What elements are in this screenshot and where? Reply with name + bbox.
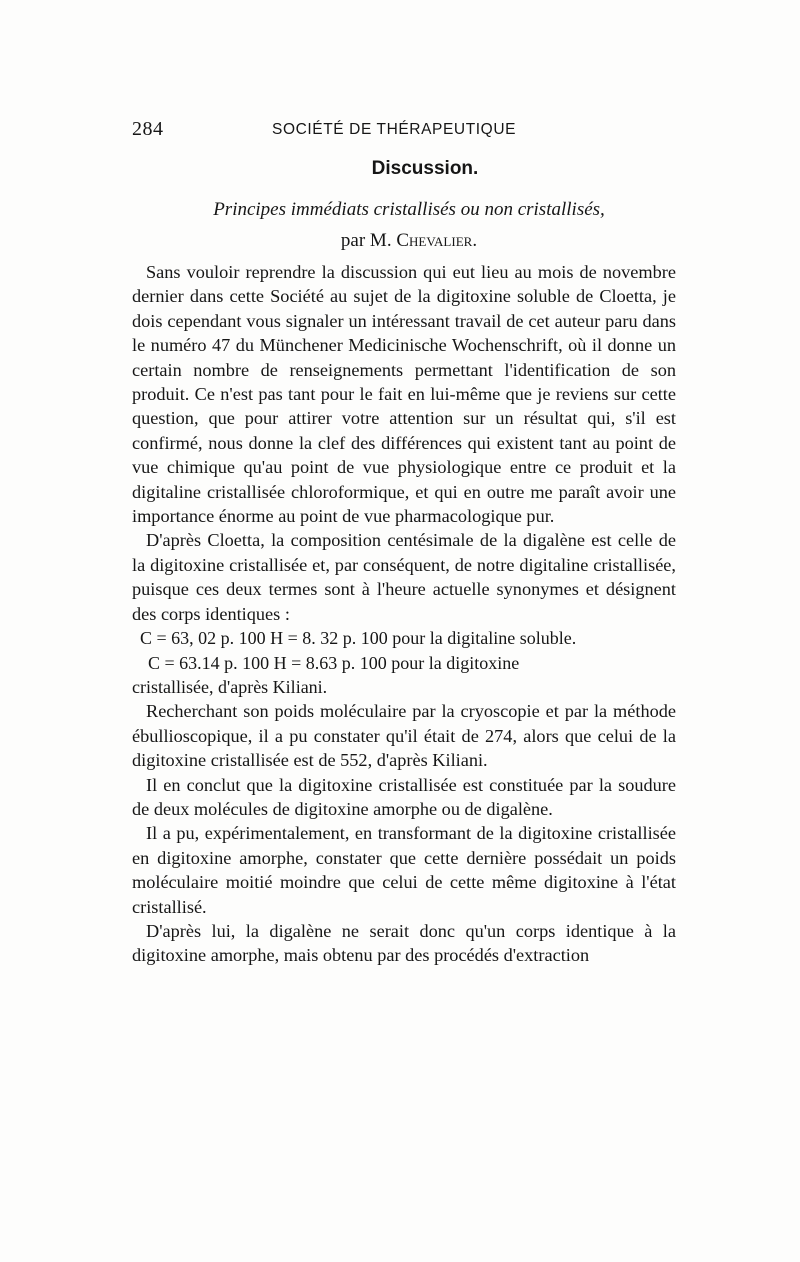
paragraph-6: D'après lui, la digalène ne serait donc qu'un corps identique à la digitoxine amorphe, mais obtenu par des procédés d'extraction [132, 920, 676, 966]
paragraph-3: Recherchant son poids moléculaire par la cryoscopie et par la méthode ébullioscopique, il a pu constater qu'il était de 274, alors que celui de la digitoxine cristallisée est de 552, d'après Kiliani. [132, 701, 676, 771]
author-line [0, 230, 800, 252]
page-number: 284 [132, 118, 164, 140]
body-text [132, 260, 676, 968]
paragraph-2: D'après Cloetta, la composition centésimale de la digalène est celle de la digitoxine cristallisée et, par conséquent, de notre digitaline cristallisée, puisque ces deux termes sont à l'heure actuelle synonymes et désignent des corps identiques : [132, 530, 676, 624]
formula-soluble: C = 63, 02 p. 100 H = 8. 32 p. 100 pour la digitaline soluble. [140, 628, 577, 649]
section-title: Discussion. [371, 158, 479, 179]
paragraph-5: Il a pu, expérimentalement, en transformant de la digitoxine cristallisée en digitoxine amorphe, constater que cette dernière possédait un poids moléculaire moitié moindre que celui de cette même digitoxine à l'état cristallisé. [132, 823, 676, 917]
author-name: Chevalier. [396, 230, 478, 251]
running-title: SOCIÉTÉ DE THÉRAPEUTIQUE [272, 121, 517, 138]
subtitle: Principes immédiats cristallisés ou non cristallisés, [213, 199, 605, 220]
running-head [132, 118, 675, 144]
formula-digitoxine: C = 63.14 p. 100 H = 8.63 p. 100 pour la digitoxine [148, 652, 520, 673]
author-prefix: par M. [340, 230, 392, 251]
paragraph-1: Sans vouloir reprendre la discussion qui eut lieu au mois de novembre dernier dans cette Société au sujet de la digitoxine soluble de Cloetta, je dois cependant vous signaler un intéressant travail de cet auteur paru dans le numéro 47 du Münchener Medicinische Wochenschrift, où il donne un certain nombre de renseignements permettant l'identification de son produit. Ce n'est pas tant pour le fait en lui-même que je reviens sur cette question, que pour attirer votre attention sur un résultat qui, s'il est confirmé, nous donne la clef des différences qui existent tant au point de vue chimique qu'au point de vue physiologique entre ce produit et la digitaline cristallisée chloroformique, et qui en outre me paraît avoir une importance énorme au point de vue pharmacologique pur. [132, 262, 676, 527]
formula-digitoxine-source: cristallisée, d'après Kiliani. [132, 676, 328, 697]
paragraph-4: Il en conclut que la digitoxine cristallisée est constituée par la soudure de deux molécules de digitoxine amorphe ou de digalène. [132, 774, 676, 819]
